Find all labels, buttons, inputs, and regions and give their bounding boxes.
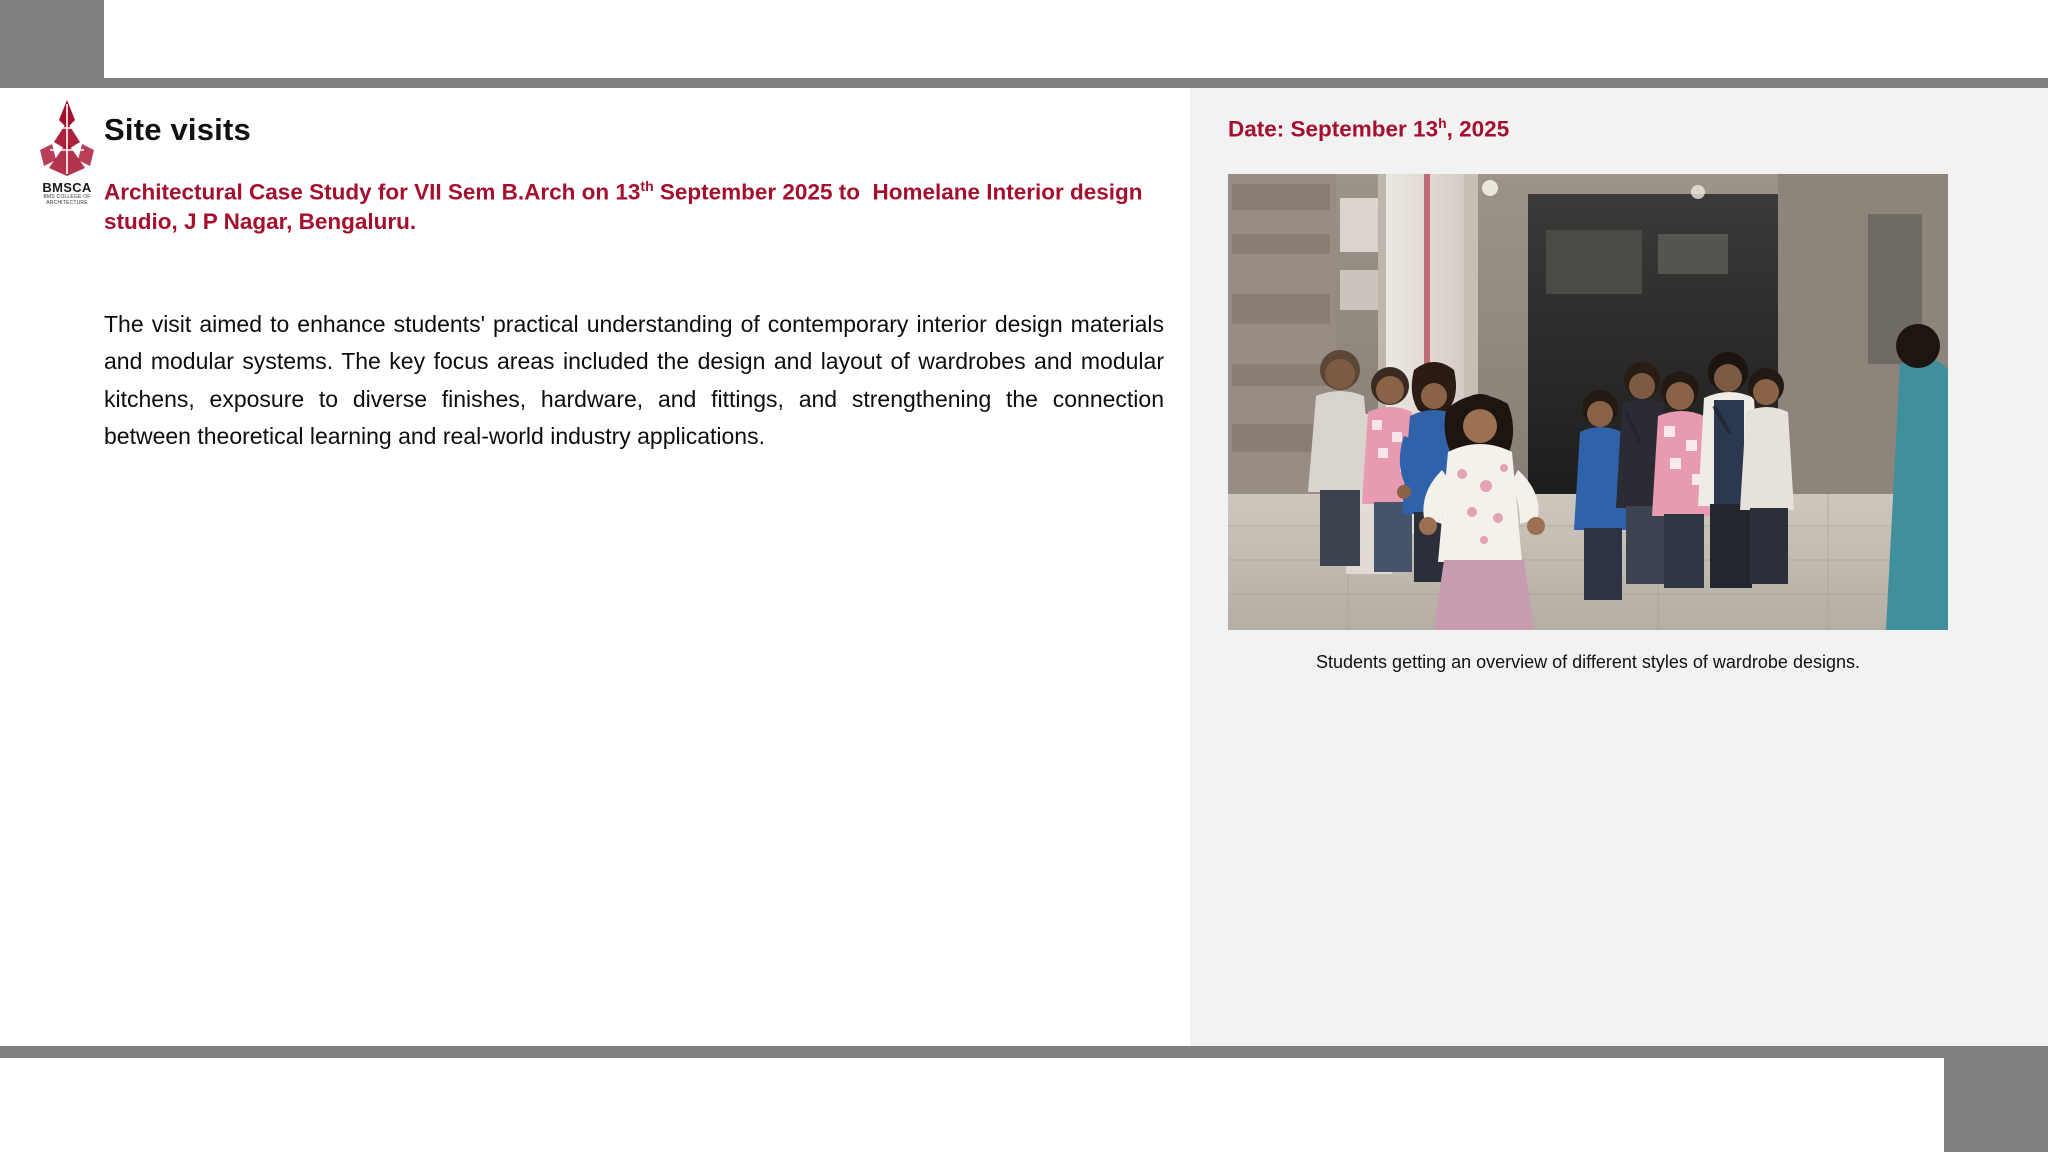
decorative-bar-top-left [0,0,104,78]
photo-illustration [1228,174,1948,630]
event-subtitle: Architectural Case Study for VII Sem B.Arch on 13th September 2025 to Homelane Interior design studio, J P Nagar, Bengaluru. [104,178,1143,234]
date-label: Date: September 13$^h$, 2025 [1228,115,1510,142]
decorative-bar-bottom [0,1046,2048,1058]
logo-mark-icon [28,98,106,178]
logo-tagline: BMS COLLEGE OF ARCHITECTURE [43,194,91,206]
page-title: Site visits [104,112,251,147]
photo-caption: Students getting an overview of different styles of wardrobe designs. [1316,652,1860,672]
decorative-bar-top [0,78,2048,88]
site-visit-photo [1228,174,1948,630]
logo-wordmark: BMSCA [42,180,92,195]
decorative-bar-bottom-right [1944,1058,2048,1152]
bmsca-logo [28,98,106,208]
body-paragraph: The visit aimed to enhance students' practical understanding of contemporary interior design materials and modular systems. The key focus areas included the design and layout of wardrobes and modular kitchens, exposure to diverse finishes, hardware, and fittings, and strengthening the connection between theoretical learning and real-world industry applications. [104,311,1164,449]
